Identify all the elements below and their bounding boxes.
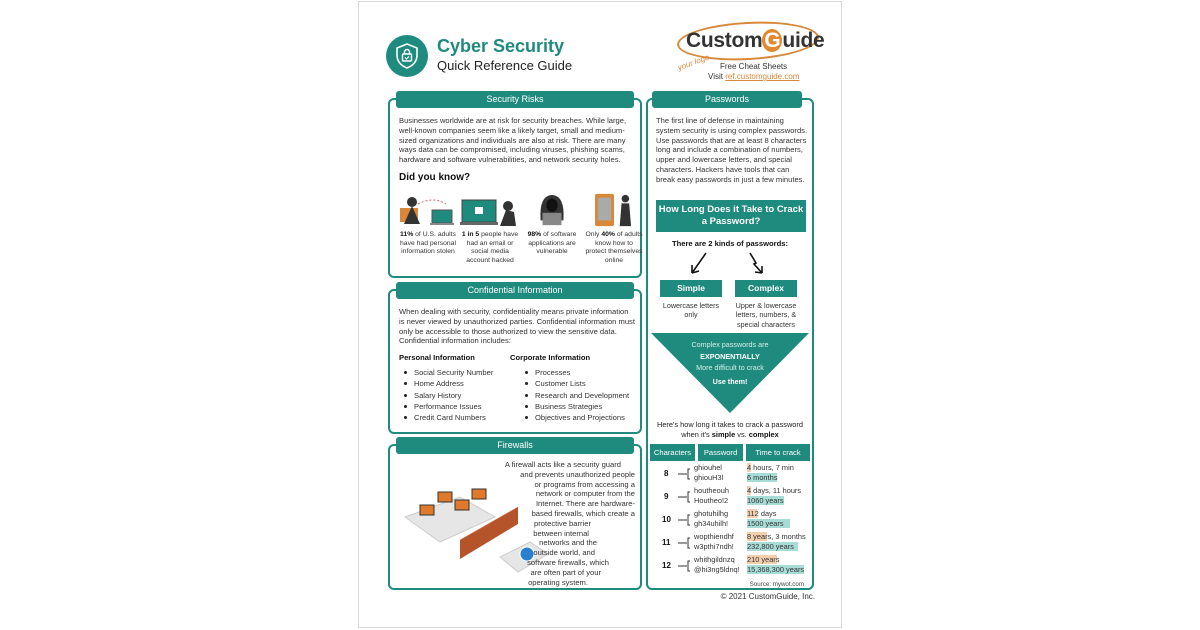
col-header-characters: Characters	[650, 444, 695, 461]
firewalls-section	[388, 440, 642, 590]
section-heading: Security Risks	[396, 91, 634, 108]
complex-desc: Upper & lowercase letters, numbers, & special characters	[735, 301, 797, 329]
col-header-password: Password	[698, 444, 743, 461]
simple-desc: Lowercase letters only	[662, 301, 720, 320]
section-heading: Confidential Information	[396, 282, 634, 299]
hooded-hacker-icon	[522, 192, 582, 228]
crack-title: How Long Does it Take to Crack a Password?	[656, 200, 806, 232]
security-risks-body: Businesses worldwide are at risk for security breaches. While large, well-known companies seem like a likely target, small and medium-sized organizations and individuals are also at risk. There are many ways data can be compromised, including viruses, phishing scams, hardware and software vulnerabilities, and network security holes.	[399, 116, 627, 165]
complex-badge: Complex	[735, 280, 797, 297]
phone-thief-icon	[584, 192, 644, 228]
stat-protect-online: Only 40% of adults know how to protect themselves online	[585, 231, 643, 264]
crack-time-table	[650, 444, 810, 584]
page-subtitle: Quick Reference Guide	[437, 58, 573, 73]
section-heading: Firewalls	[396, 437, 634, 454]
list-item: Objectives and Projections	[521, 412, 629, 423]
list-item: Home Address	[400, 378, 493, 389]
arrows-icon	[686, 251, 776, 277]
confidential-body: When dealing with security, confidentiality means private information is never viewed by unauthorized parties. Confidential information must only be accessible to those authorized to view the sensitive data. Confidential information includes:	[399, 307, 635, 346]
list-item: Processes	[521, 367, 629, 378]
shield-lock-icon	[386, 35, 428, 77]
corporate-info-heading: Corporate Information	[510, 353, 591, 362]
confidential-info-section	[388, 285, 642, 434]
your-logo-tag: your logo	[676, 52, 711, 73]
stat-vulnerable-software: 98% of software applications are vulnerable	[527, 231, 577, 256]
list-item: Social Security Number	[400, 367, 493, 378]
stat-stolen-info: 11% of U.S. adults have had personal information stolen	[400, 231, 456, 256]
kinds-label: There are 2 kinds of passwords:	[671, 239, 789, 248]
brand-tagline: Free Cheat Sheets	[720, 62, 788, 71]
security-risks-section	[388, 94, 643, 278]
list-item: Performance Issues	[400, 401, 493, 412]
crack-intro: Here's how long it takes to crack a password when it's simple vs. complex	[656, 420, 803, 439]
stat-hacked-accounts: 1 in 5 people have had an email or social media account hacked	[461, 231, 519, 264]
list-item: Business Strategies	[521, 401, 629, 412]
list-item: Research and Development	[521, 390, 629, 401]
hacked-account-icon	[460, 194, 520, 230]
firewalls-body: A firewall acts like a security guard and prevents unauthorized people or programs from accessing a network or computer from the Internet. There are hardware- based firewalls, which create a protective barrier between internal networks and the outside world, and software firewalls, which are often part of your operating system.	[504, 460, 635, 587]
brand-visit-line: Visit ref.customguide.com	[708, 72, 800, 81]
triangle-text: Complex passwords are EXPONENTIALLY More difficult to crack Use them!	[691, 340, 769, 386]
brand-link[interactable]: ref.customguide.com	[725, 72, 800, 81]
personal-info-heading: Personal Information	[399, 353, 475, 362]
col-header-time: Time to crack	[746, 444, 810, 461]
section-heading: Passwords	[652, 91, 802, 108]
passwords-section	[646, 94, 814, 590]
list-item: Customer Lists	[521, 378, 629, 389]
brand-logo: CustomGuide	[686, 29, 825, 52]
source-note: Source: mywot.com	[749, 581, 804, 588]
personal-info-list	[400, 367, 493, 423]
list-item: Salary History	[400, 390, 493, 401]
table-row: 12 whithgildnzq @hi3ng5ldnq! 210 years 15,368,300 years	[662, 555, 805, 574]
passwords-body: The first line of defense in maintaining system security is using complex passwords. Use passwords that are at least 8 characters long and include a combination of numbers, upper and lowercase letters, and special characters. Hackers have tools that can break easy passwords in just a few minutes.	[656, 116, 808, 184]
hacker-laptop-icon	[398, 194, 458, 230]
copyright: © 2021 CustomGuide, Inc.	[720, 592, 815, 601]
table-row: 9 houtheouh Houtheo!2 4 days, 11 hours 1060 years	[664, 486, 802, 505]
did-you-know-heading: Did you know?	[399, 172, 471, 183]
list-item: Credit Card Numbers	[400, 412, 493, 423]
table-row: 11 wopthiendhf w3pthi7ndh! 8 years, 3 months 232,800 years	[662, 532, 806, 551]
table-row: 10 ghotuhilhg gh34uhilh! 112 days 1500 years	[650, 509, 810, 531]
corporate-info-list	[521, 367, 629, 423]
page-title: Cyber Security	[437, 36, 565, 56]
simple-badge: Simple	[660, 280, 722, 297]
table-row: 8 ghiouhel ghiouH3l 4 hours, 7 min 6 months	[664, 463, 794, 482]
cheat-sheet-page	[358, 1, 842, 628]
